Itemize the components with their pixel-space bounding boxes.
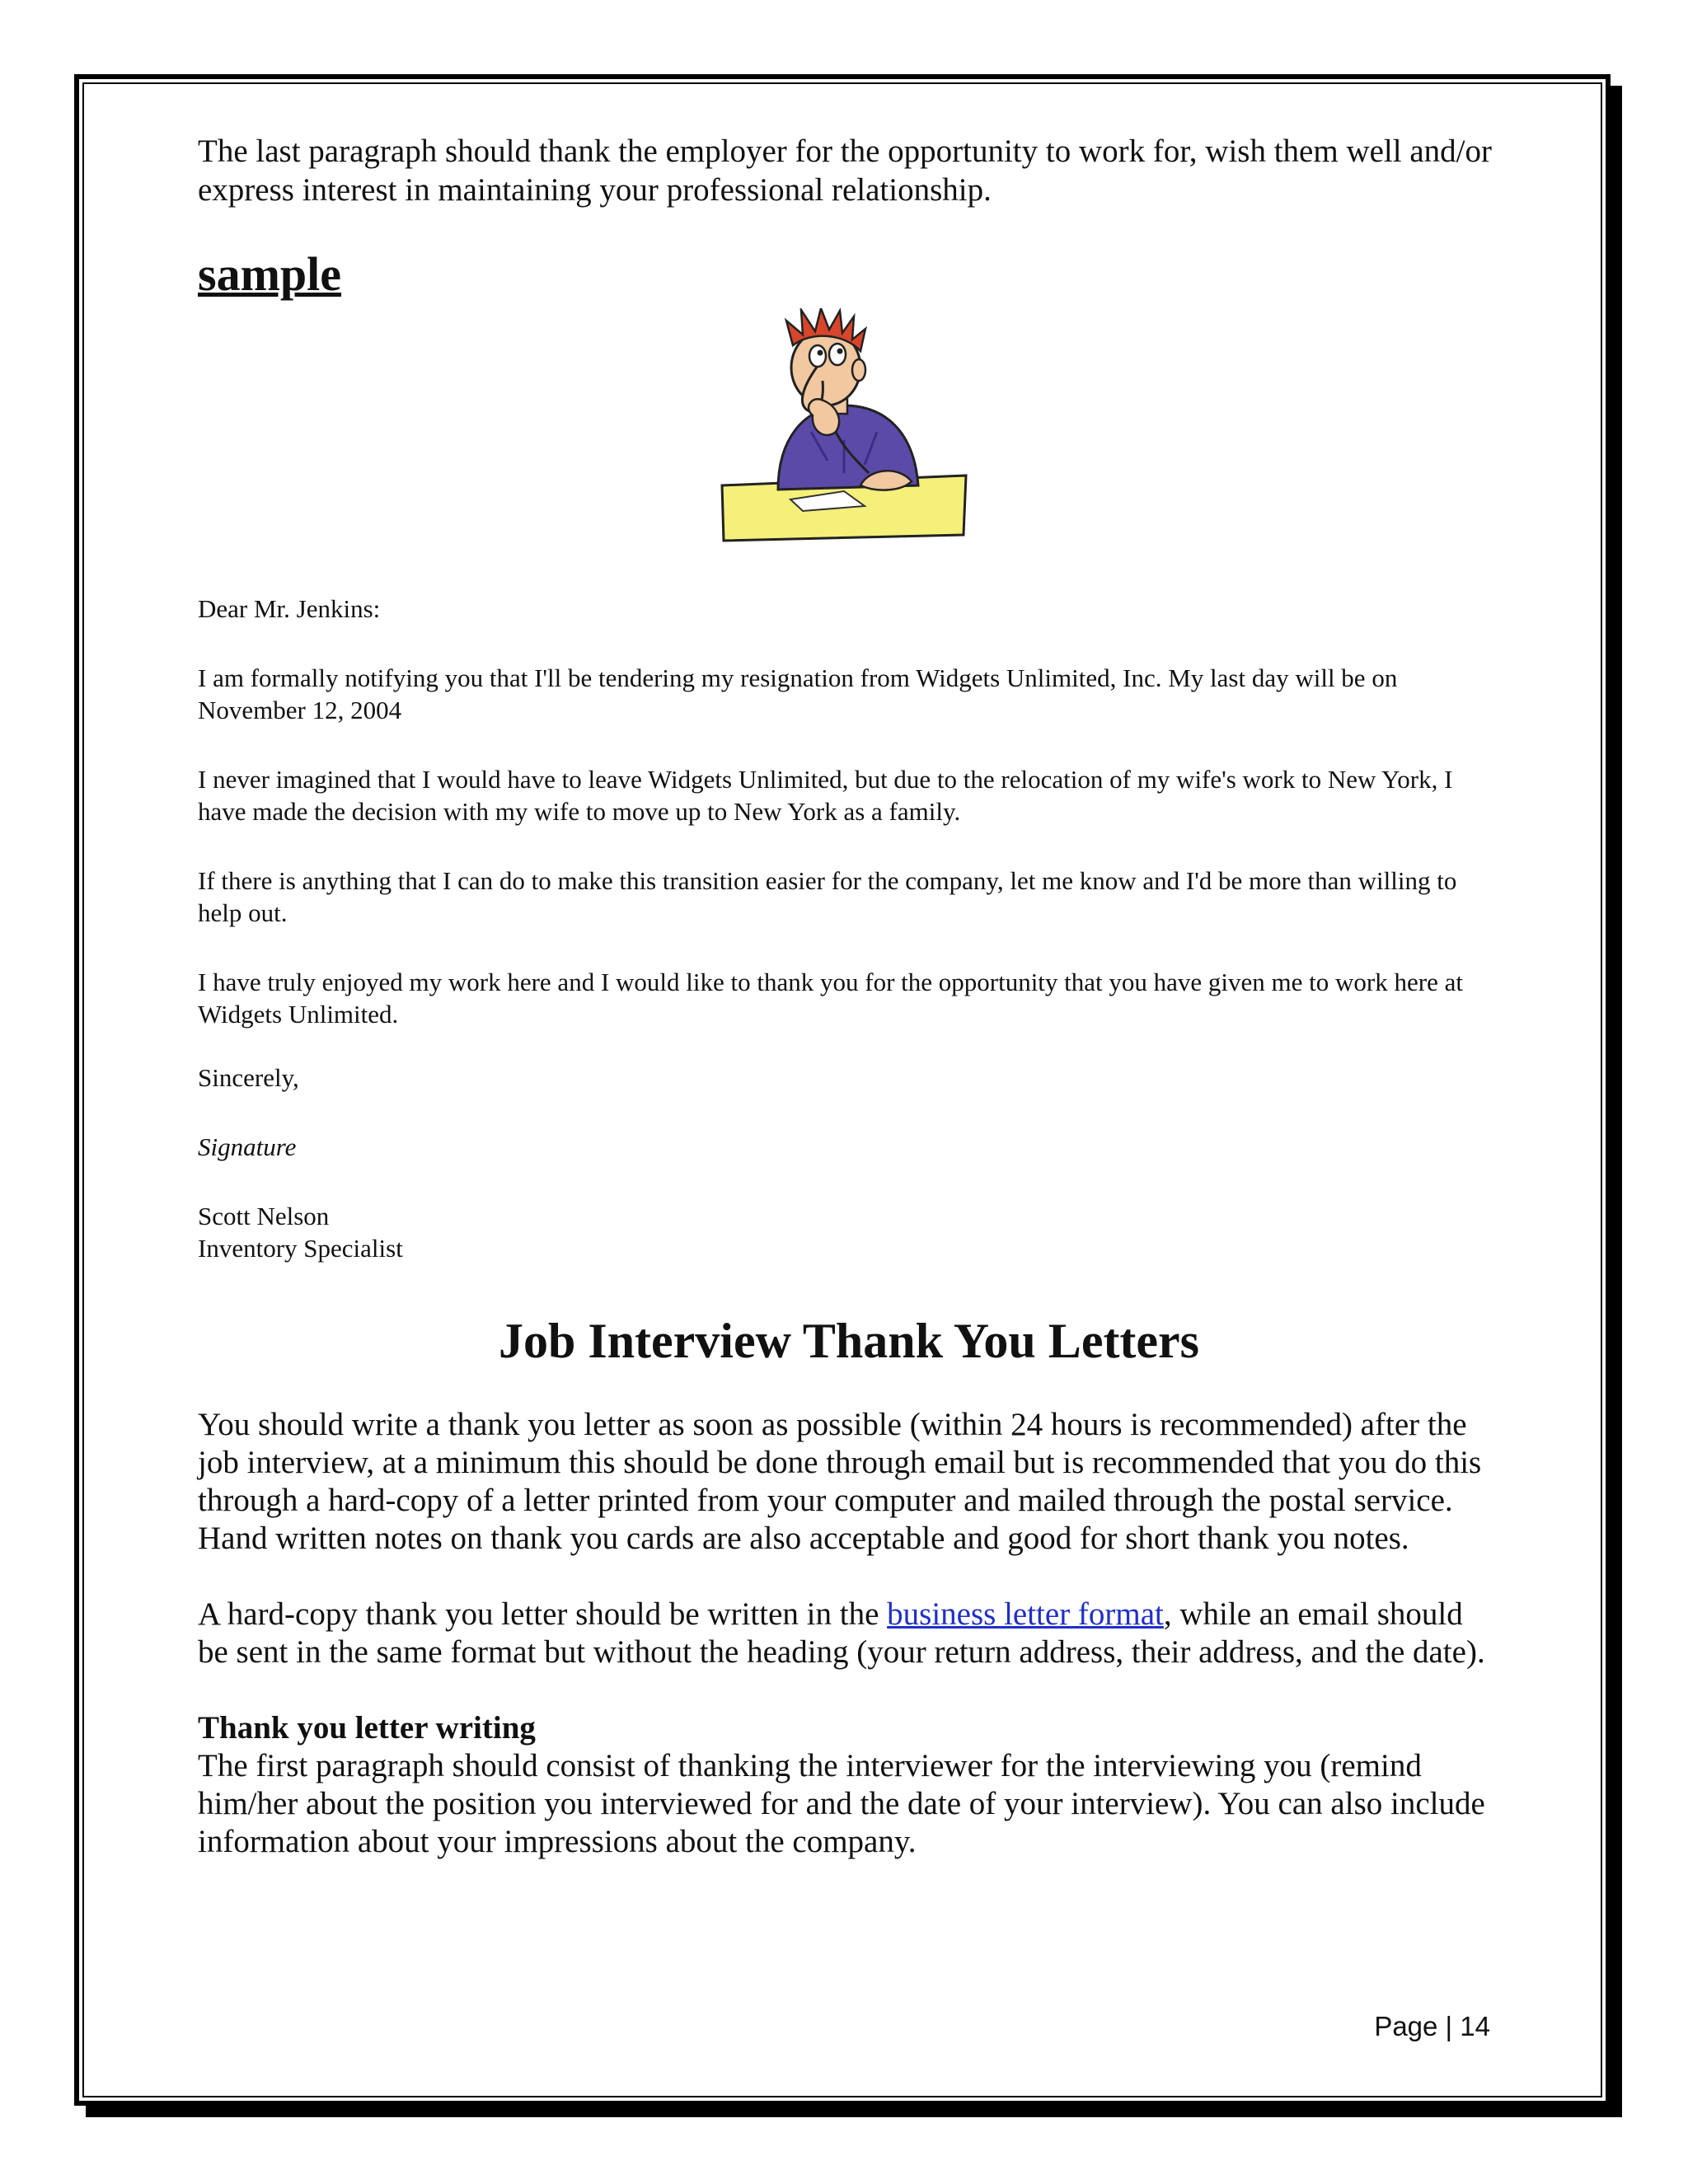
letter-salutation: Dear Mr. Jenkins: bbox=[198, 594, 381, 623]
body-paragraph-3-text: The first paragraph should consist of thanking the interviewer for the interviewing you (remind him/her about the position you interviewed for and the date of your interview). You can also include information about your impressions about the company. bbox=[198, 1748, 1485, 1859]
body-paragraph-3 bbox=[198, 1709, 1500, 1861]
sample-heading: sample bbox=[198, 247, 341, 301]
letter-paragraph-1: I am formally notifying you that I'll be tendering my resignation from Widgets Unlimited, Inc. My last day will be on November 12, 2004 bbox=[198, 663, 1398, 724]
page-number: Page | 14 bbox=[1374, 2011, 1490, 2041]
sample-letter bbox=[198, 593, 1500, 1264]
letter-signer-title: Inventory Specialist bbox=[198, 1234, 403, 1263]
letter-closing: Sincerely, bbox=[198, 1063, 299, 1092]
letter-paragraph-2: I never imagined that I would have to leave Widgets Unlimited, but due to the relocation of my wife's work to New York, I have made the decision with my wife to move up to New York as a family. bbox=[198, 765, 1453, 826]
letter-signature: Signature bbox=[198, 1132, 297, 1161]
letter-signer bbox=[198, 1200, 1500, 1264]
page-content bbox=[198, 132, 1500, 1861]
body-paragraph-2-end: , while an email should be sent in the same format but without the heading (your return address, their address, and the date). bbox=[198, 1596, 1485, 1670]
body-paragraph-1: You should write a thank you letter as soon as possible (within 24 hours is recommended) after the job interview, at a minimum this should be done through email but is recommended that you do this through a hard-copy of a letter printed from your computer and mailed through the postal service. Hand written notes on thank you cards are also acceptable and good for short thank you notes. bbox=[198, 1407, 1482, 1556]
letter-paragraph-3: If there is anything that I can do to make this transition easier for the company, let me know and I'd be more than willing to help out. bbox=[198, 866, 1457, 927]
section-title: Job Interview Thank You Letters bbox=[498, 1314, 1200, 1368]
body-paragraph-2-start: A hard-copy thank you letter should be written in the bbox=[198, 1596, 888, 1632]
letter-paragraph-4: I have truly enjoyed my work here and I would like to thank you for the opportunity that you have given me to work here at Widgets Unlimited. bbox=[198, 968, 1463, 1029]
body-paragraph-2 bbox=[198, 1596, 1500, 1671]
thinking-man-clipart-icon bbox=[720, 308, 968, 543]
thank-you-letter-writing-heading: Thank you letter writing bbox=[198, 1710, 536, 1746]
letter-signer-name: Scott Nelson bbox=[198, 1202, 330, 1230]
intro-paragraph: The last paragraph should thank the employer for the opportunity to work for, wish them well and/or express interest in maintaining your professional relationship. bbox=[198, 134, 1492, 208]
business-letter-format-link[interactable]: business letter format bbox=[887, 1596, 1164, 1632]
